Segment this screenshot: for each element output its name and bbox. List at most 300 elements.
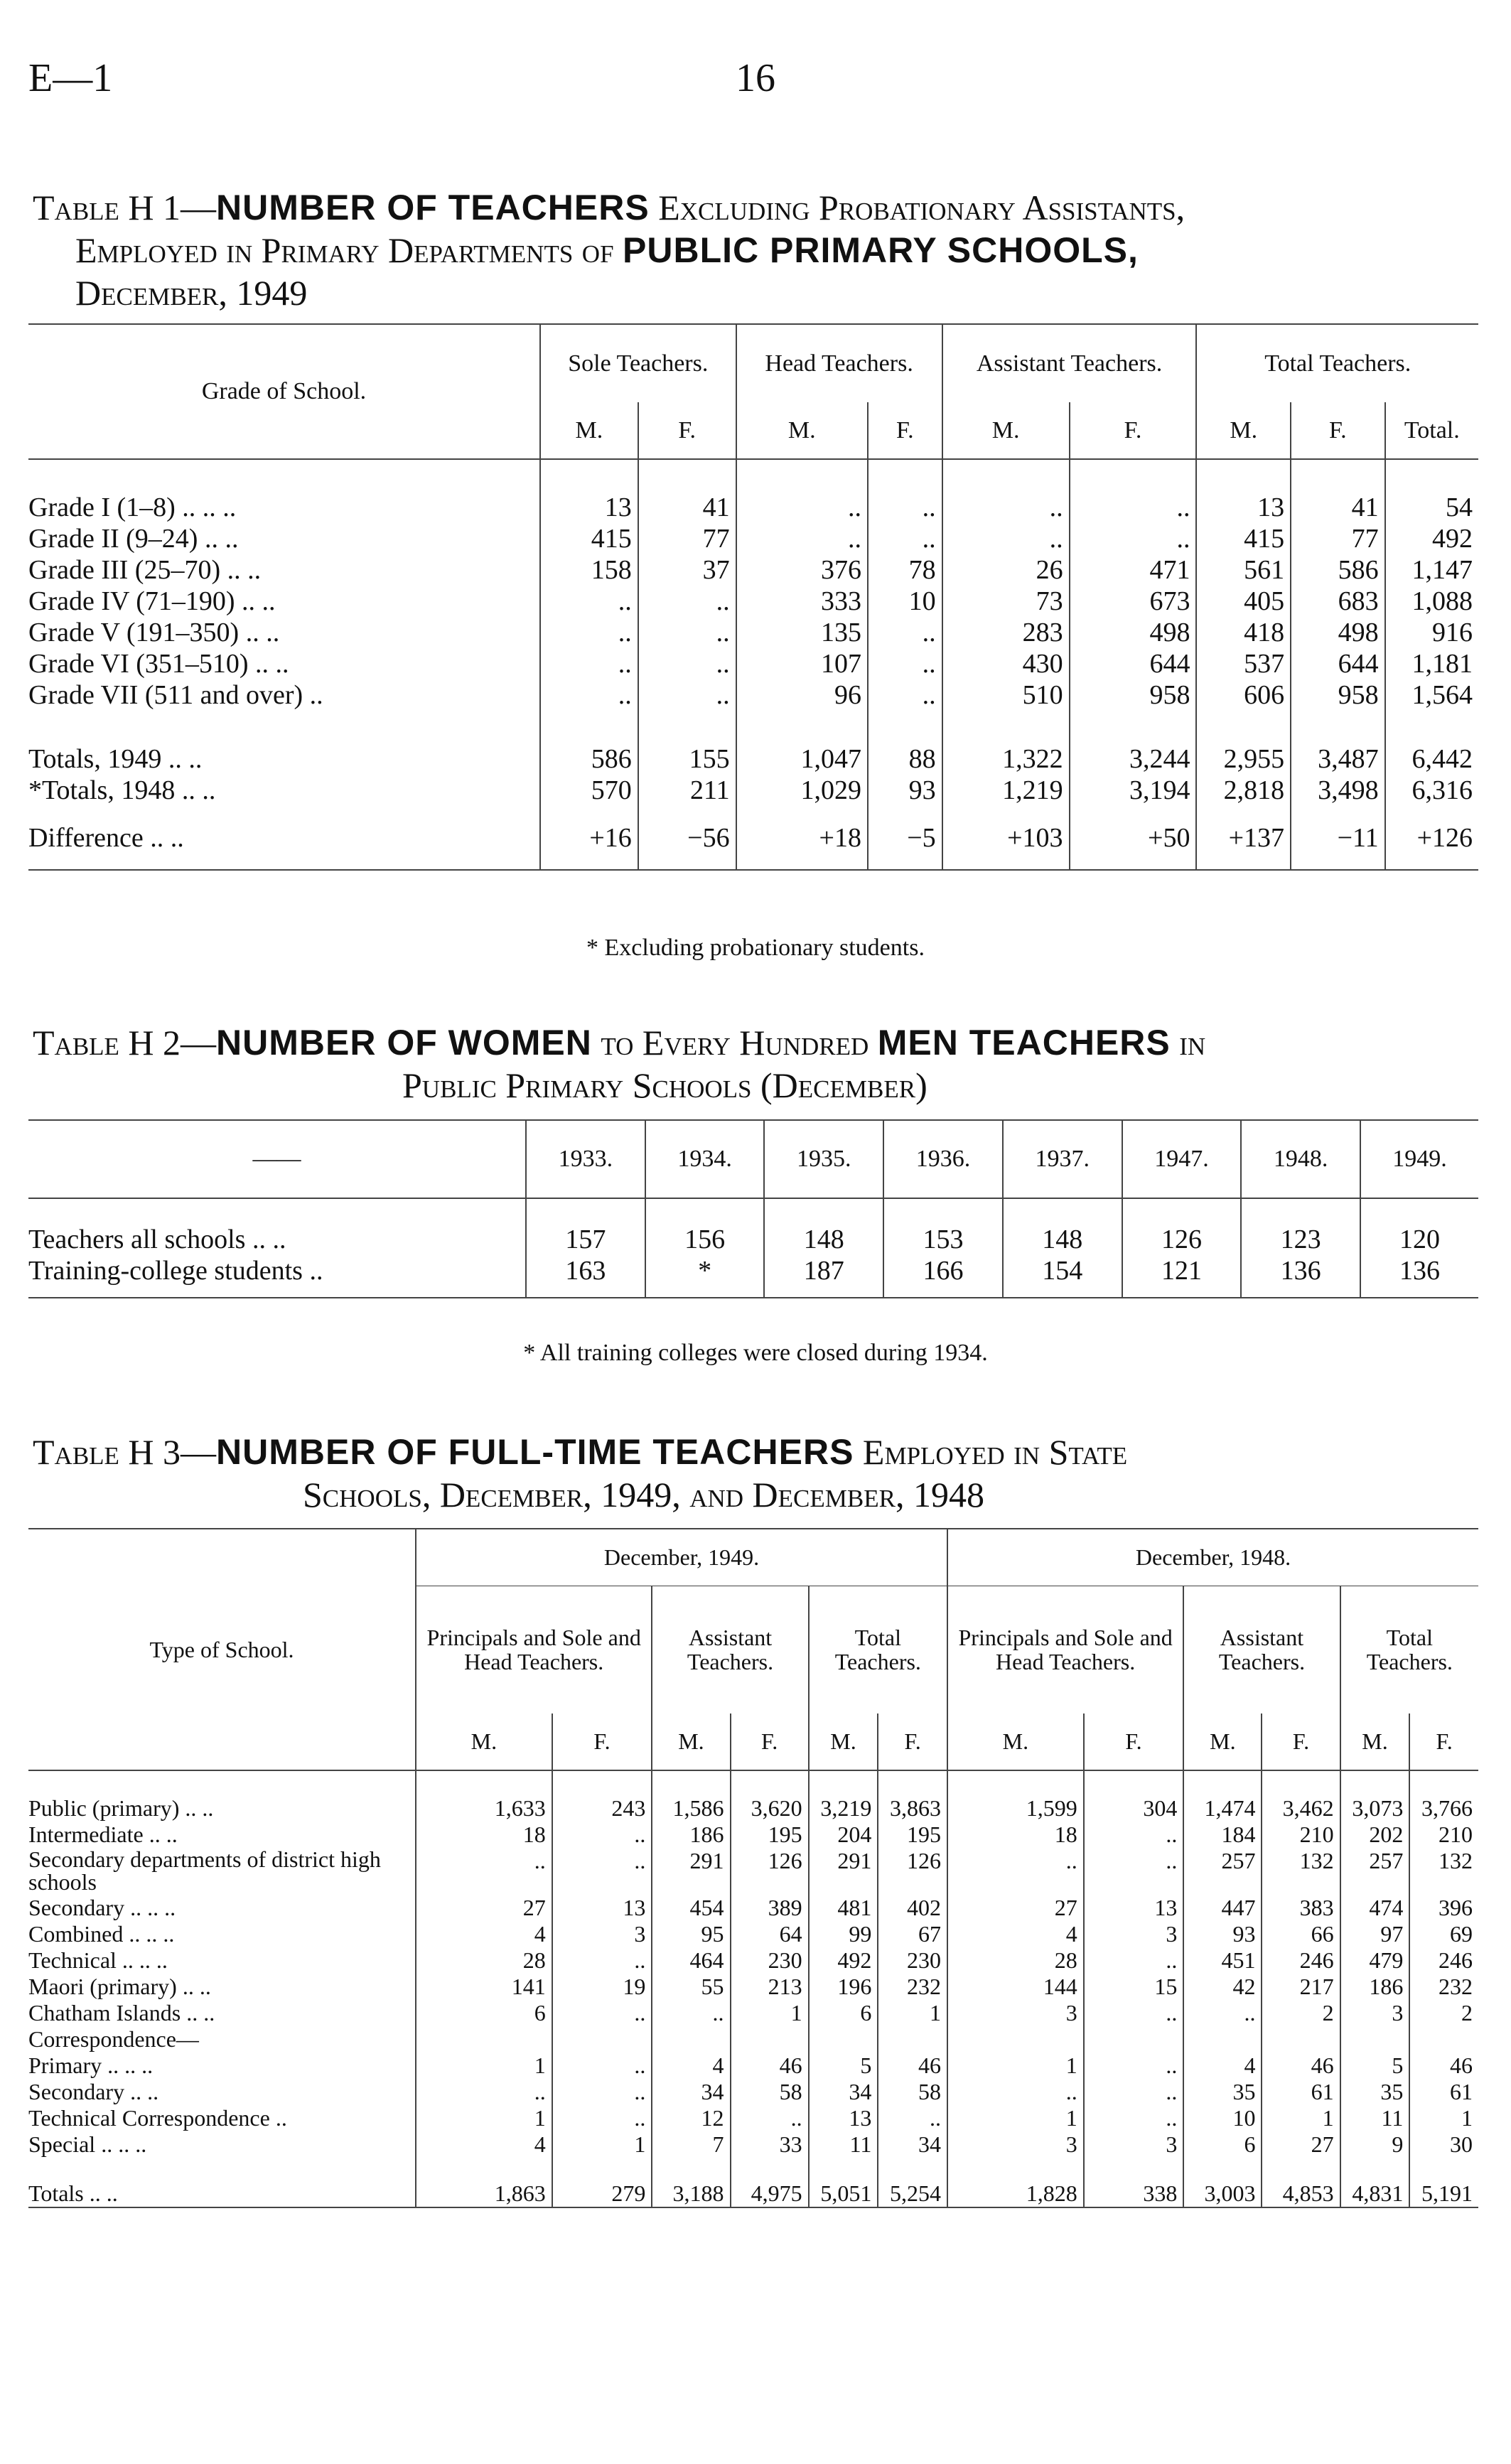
group-header: Assistant Teachers.: [652, 1586, 808, 1713]
table-row: [28, 1921, 1478, 1947]
cell-value: 27: [416, 1895, 552, 1921]
cell-value: 144: [947, 1974, 1084, 2000]
cell-value: 1,863: [416, 2158, 552, 2207]
cell-value: 77: [1291, 523, 1385, 554]
group-header: Total Teachers.: [1196, 324, 1478, 402]
cell-value: 107: [736, 648, 868, 679]
row-label: Grade IV (71–190) .. ..: [28, 586, 276, 616]
cell-value: −11: [1291, 806, 1385, 870]
sub-header: F.: [1084, 1713, 1184, 1770]
cell-value: 61: [1409, 2079, 1478, 2105]
cell-value: 1: [552, 2131, 652, 2158]
sub-header: F.: [638, 402, 736, 459]
cell-value: 26: [942, 554, 1070, 586]
cell-value: [731, 2026, 809, 2053]
table-row: [28, 2026, 1478, 2053]
cell-value: ..: [638, 679, 736, 711]
table-row: [28, 2105, 1478, 2131]
cell-value: 88: [868, 711, 942, 775]
cell-value: 5,051: [809, 2158, 878, 2207]
cell-value: ..: [947, 1848, 1084, 1895]
cell-value: 283: [942, 617, 1070, 648]
cell-value: ..: [540, 679, 638, 711]
table-row: [28, 1895, 1478, 1921]
sub-header: M.: [947, 1713, 1084, 1770]
cell-value: 2,818: [1196, 775, 1291, 806]
year-header: 1949.: [1360, 1120, 1478, 1198]
cell-value: ..: [868, 679, 942, 711]
cell-value: 211: [638, 775, 736, 806]
cell-value: 153: [883, 1198, 1003, 1255]
year-header: 1947.: [1122, 1120, 1242, 1198]
col-blank-header: ——: [252, 1146, 301, 1172]
table-row: [28, 2131, 1478, 2158]
cell-value: 54: [1385, 459, 1478, 523]
cell-value: 166: [883, 1255, 1003, 1298]
cell-value: 232: [1409, 1974, 1478, 2000]
cell-value: 69: [1409, 1921, 1478, 1947]
table-h2-footnote: * All training colleges were closed during 1934.: [523, 1340, 988, 1366]
table-h1: [28, 323, 1478, 871]
sub-header: F.: [731, 1713, 809, 1770]
cell-value: 5,254: [878, 2158, 947, 2207]
cell-value: 1,029: [736, 775, 868, 806]
row-label: Grade I (1–8) .. .. ..: [28, 493, 237, 522]
cell-value: ..: [638, 586, 736, 617]
row-label: Special .. .. ..: [28, 2131, 147, 2157]
cell-value: 1: [1262, 2105, 1340, 2131]
table-row: [28, 459, 1478, 523]
cell-value: 37: [638, 554, 736, 586]
col-grade-header: Grade of School.: [201, 378, 367, 404]
cell-value: ..: [552, 2000, 652, 2026]
cell-value: 28: [416, 1947, 552, 1974]
cell-value: ..: [878, 2105, 947, 2131]
cell-value: 95: [652, 1921, 730, 1947]
cell-value: 123: [1241, 1198, 1360, 1255]
cell-value: 570: [540, 775, 638, 806]
cell-value: 155: [638, 711, 736, 775]
cell-value: ..: [1084, 2053, 1184, 2079]
cell-value: 121: [1122, 1255, 1242, 1298]
cell-value: 184: [1183, 1822, 1262, 1848]
cell-value: ..: [868, 617, 942, 648]
cell-value: 2,955: [1196, 711, 1291, 775]
cell-value: 9: [1340, 2131, 1410, 2158]
year-header: 1935.: [764, 1120, 883, 1198]
row-label: *Totals, 1948 .. ..: [28, 775, 216, 805]
cell-value: 916: [1385, 617, 1478, 648]
table-row: [28, 1947, 1478, 1974]
row-label: Correspondence—: [28, 2026, 199, 2052]
row-label: Secondary departments of district high schools: [28, 1846, 381, 1895]
row-label: Grade VII (511 and over) ..: [28, 680, 323, 710]
cell-value: 12: [652, 2105, 730, 2131]
cell-value: 958: [1291, 679, 1385, 711]
cell-value: 481: [809, 1895, 878, 1921]
cell-value: 415: [1196, 523, 1291, 554]
year-header: 1936.: [883, 1120, 1003, 1198]
cell-value: 213: [731, 1974, 809, 2000]
cell-value: 291: [809, 1848, 878, 1895]
cell-value: 1: [947, 2053, 1084, 2079]
cell-value: 4,853: [1262, 2158, 1340, 2207]
cell-value: 4: [947, 1921, 1084, 1947]
cell-value: 1,322: [942, 711, 1070, 775]
cell-value: 644: [1291, 648, 1385, 679]
table-row: [28, 711, 1478, 775]
cell-value: 492: [809, 1947, 878, 1974]
cell-value: [1340, 2026, 1410, 2053]
table-row: [28, 806, 1478, 870]
cell-value: [947, 2026, 1084, 2053]
cell-value: 3,244: [1070, 711, 1197, 775]
cell-value: 3,498: [1291, 775, 1385, 806]
cell-value: +16: [540, 806, 638, 870]
cell-value: ..: [416, 2079, 552, 2105]
document-code: E—1: [28, 56, 113, 100]
cell-value: 333: [736, 586, 868, 617]
cell-value: +50: [1070, 806, 1197, 870]
cell-value: 58: [731, 2079, 809, 2105]
cell-value: 644: [1070, 648, 1197, 679]
group-header: Assistant Teachers.: [942, 324, 1197, 402]
cell-value: 148: [764, 1198, 883, 1255]
cell-value: 561: [1196, 554, 1291, 586]
table-row: [28, 1198, 1478, 1255]
cell-value: 196: [809, 1974, 878, 2000]
row-label: Totals, 1949 .. ..: [28, 744, 203, 774]
sub-header: M.: [1340, 1713, 1410, 1770]
cell-value: 3: [947, 2000, 1084, 2026]
cell-value: 6: [809, 2000, 878, 2026]
cell-value: 474: [1340, 1895, 1410, 1921]
table-h2-title: Table H 2—NUMBER OF WOMEN to Every Hundred MEN TEACHERS in Public Primary Schools (December): [33, 1023, 1206, 1105]
group-header: Assistant Teachers.: [1183, 1586, 1340, 1713]
cell-value: 126: [731, 1848, 809, 1895]
table-row: [28, 1822, 1478, 1848]
cell-value: 402: [878, 1895, 947, 1921]
sub-header: M.: [652, 1713, 730, 1770]
cell-value: 3: [947, 2131, 1084, 2158]
cell-value: 5: [1340, 2053, 1410, 2079]
cell-value: 13: [552, 1895, 652, 1921]
cell-value: ..: [736, 459, 868, 523]
cell-value: 1: [416, 2105, 552, 2131]
cell-value: 454: [652, 1895, 730, 1921]
cell-value: 148: [1003, 1198, 1122, 1255]
cell-value: 66: [1262, 1921, 1340, 1947]
cell-value: 4: [416, 2131, 552, 2158]
cell-value: 492: [1385, 523, 1478, 554]
cell-value: 230: [878, 1947, 947, 1974]
cell-value: 2: [1262, 2000, 1340, 2026]
cell-value: 18: [416, 1822, 552, 1848]
cell-value: 338: [1084, 2158, 1184, 2207]
cell-value: [1409, 2026, 1478, 2053]
cell-value: 7: [652, 2131, 730, 2158]
sub-header: M.: [416, 1713, 552, 1770]
cell-value: ..: [868, 648, 942, 679]
year-header: 1948.: [1241, 1120, 1360, 1198]
cell-value: 1: [1409, 2105, 1478, 2131]
cell-value: −56: [638, 806, 736, 870]
cell-value: [1183, 2026, 1262, 2053]
cell-value: 4,831: [1340, 2158, 1410, 2207]
cell-value: 958: [1070, 679, 1197, 711]
cell-value: ..: [552, 1822, 652, 1848]
cell-value: 3,003: [1183, 2158, 1262, 2207]
cell-value: 3,073: [1340, 1770, 1410, 1822]
cell-value: 210: [1409, 1822, 1478, 1848]
table-row: [28, 648, 1478, 679]
cell-value: 396: [1409, 1895, 1478, 1921]
table-row: [28, 775, 1478, 806]
cell-value: 210: [1262, 1822, 1340, 1848]
row-label: Secondary .. ..: [28, 2079, 159, 2104]
cell-value: ..: [1084, 2079, 1184, 2105]
table-row: [28, 2158, 1478, 2207]
table-row: [28, 1848, 1478, 1895]
cell-value: ..: [1084, 2000, 1184, 2026]
cell-value: 202: [1340, 1822, 1410, 1848]
table-h3: [28, 1528, 1478, 2208]
row-label: Grade VI (351–510) .. ..: [28, 649, 289, 679]
cell-value: ..: [638, 617, 736, 648]
cell-value: 447: [1183, 1895, 1262, 1921]
row-label: Chatham Islands .. ..: [28, 2000, 215, 2025]
cell-value: 97: [1340, 1921, 1410, 1947]
cell-value: 187: [764, 1255, 883, 1298]
sub-header: Total.: [1385, 402, 1478, 459]
cell-value: 1,828: [947, 2158, 1084, 2207]
sub-header: M.: [942, 402, 1070, 459]
cell-value: 30: [1409, 2131, 1478, 2158]
cell-value: 1,633: [416, 1770, 552, 1822]
cell-value: 132: [1409, 1848, 1478, 1895]
cell-value: 34: [878, 2131, 947, 2158]
cell-value: 93: [1183, 1921, 1262, 1947]
sub-header: F.: [1262, 1713, 1340, 1770]
cell-value: ..: [947, 2079, 1084, 2105]
cell-value: 163: [526, 1255, 645, 1298]
sub-header: F.: [552, 1713, 652, 1770]
cell-value: ..: [1084, 1848, 1184, 1895]
cell-value: 1: [947, 2105, 1084, 2131]
cell-value: 3,462: [1262, 1770, 1340, 1822]
cell-value: 451: [1183, 1947, 1262, 1974]
cell-value: 291: [652, 1848, 730, 1895]
cell-value: 93: [868, 775, 942, 806]
cell-value: 430: [942, 648, 1070, 679]
cell-value: 4,975: [731, 2158, 809, 2207]
cell-value: 304: [1084, 1770, 1184, 1822]
cell-value: ..: [552, 1848, 652, 1895]
cell-value: ..: [1070, 459, 1197, 523]
cell-value: 136: [1360, 1255, 1478, 1298]
cell-value: ..: [868, 523, 942, 554]
cell-value: 157: [526, 1198, 645, 1255]
group-header: Principals and Sole and Head Teachers.: [416, 1586, 652, 1713]
cell-value: 405: [1196, 586, 1291, 617]
table-row: [28, 554, 1478, 586]
cell-value: ..: [1084, 1822, 1184, 1848]
cell-value: 78: [868, 554, 942, 586]
cell-value: ..: [1084, 1947, 1184, 1974]
cell-value: 1,586: [652, 1770, 730, 1822]
cell-value: 41: [1291, 459, 1385, 523]
group-header: Principals and Sole and Head Teachers.: [947, 1586, 1183, 1713]
sub-header: M.: [1196, 402, 1291, 459]
cell-value: 35: [1183, 2079, 1262, 2105]
cell-value: 498: [1291, 617, 1385, 648]
cell-value: 61: [1262, 2079, 1340, 2105]
cell-value: ..: [868, 459, 942, 523]
cell-value: 3,487: [1291, 711, 1385, 775]
cell-value: 132: [1262, 1848, 1340, 1895]
cell-value: 1: [878, 2000, 947, 2026]
sub-header: F.: [878, 1713, 947, 1770]
table-row: [28, 2079, 1478, 2105]
cell-value: −5: [868, 806, 942, 870]
cell-value: 510: [942, 679, 1070, 711]
table-h2: [28, 1119, 1478, 1298]
row-label: Difference .. ..: [28, 822, 184, 853]
col-type-header: Type of School.: [149, 1636, 294, 1662]
cell-value: 1,181: [1385, 648, 1478, 679]
row-label: Technical Correspondence ..: [28, 2105, 287, 2131]
cell-value: 1,047: [736, 711, 868, 775]
cell-value: 28: [947, 1947, 1084, 1974]
sub-header: M.: [809, 1713, 878, 1770]
cell-value: 11: [1340, 2105, 1410, 2131]
cell-value: 126: [878, 1848, 947, 1895]
cell-value: 6: [1183, 2131, 1262, 2158]
cell-value: 3: [1084, 2131, 1184, 2158]
table-row: [28, 2053, 1478, 2079]
row-label: Primary .. .. ..: [28, 2053, 154, 2078]
cell-value: 186: [652, 1822, 730, 1848]
cell-value: 389: [731, 1895, 809, 1921]
row-label: Intermediate .. ..: [28, 1822, 178, 1847]
cell-value: 243: [552, 1770, 652, 1822]
cell-value: +103: [942, 806, 1070, 870]
cell-value: 232: [878, 1974, 947, 2000]
cell-value: 6,316: [1385, 775, 1478, 806]
table-row: [28, 679, 1478, 711]
cell-value: 418: [1196, 617, 1291, 648]
cell-value: *: [645, 1255, 765, 1298]
cell-value: 3,194: [1070, 775, 1197, 806]
cell-value: ..: [552, 2105, 652, 2131]
cell-value: 415: [540, 523, 638, 554]
row-label: Teachers all schools .. ..: [28, 1225, 286, 1254]
year-header: 1934.: [645, 1120, 765, 1198]
cell-value: [1262, 2026, 1340, 2053]
period-header: December, 1948.: [947, 1529, 1478, 1586]
row-label: Public (primary) .. ..: [28, 1795, 214, 1821]
cell-value: 471: [1070, 554, 1197, 586]
sub-header: F.: [1070, 402, 1197, 459]
cell-value: 464: [652, 1947, 730, 1974]
cell-value: 33: [731, 2131, 809, 2158]
cell-value: 64: [731, 1921, 809, 1947]
group-header: Head Teachers.: [736, 324, 942, 402]
cell-value: 3,863: [878, 1770, 947, 1822]
cell-value: ..: [1070, 523, 1197, 554]
cell-value: 3: [1084, 1921, 1184, 1947]
cell-value: 13: [540, 459, 638, 523]
sub-header: F.: [1409, 1713, 1478, 1770]
cell-value: [416, 2026, 552, 2053]
cell-value: 58: [878, 2079, 947, 2105]
cell-value: +126: [1385, 806, 1478, 870]
cell-value: 586: [540, 711, 638, 775]
cell-value: 120: [1360, 1198, 1478, 1255]
cell-value: ..: [540, 648, 638, 679]
cell-value: 4: [652, 2053, 730, 2079]
cell-value: 383: [1262, 1895, 1340, 1921]
cell-value: 586: [1291, 554, 1385, 586]
table-row: [28, 1974, 1478, 2000]
cell-value: ..: [638, 648, 736, 679]
cell-value: 498: [1070, 617, 1197, 648]
row-label: Secondary .. .. ..: [28, 1895, 176, 1920]
row-label: Training-college students ..: [28, 1256, 323, 1286]
table-h1-footnote: * Excluding probationary students.: [586, 935, 925, 961]
cell-value: 186: [1340, 1974, 1410, 2000]
cell-value: 1,219: [942, 775, 1070, 806]
cell-value: 136: [1241, 1255, 1360, 1298]
cell-value: ..: [731, 2105, 809, 2131]
row-label: Grade V (191–350) .. ..: [28, 618, 280, 647]
cell-value: [652, 2026, 730, 2053]
cell-value: ..: [552, 2079, 652, 2105]
cell-value: 195: [731, 1822, 809, 1848]
cell-value: 141: [416, 1974, 552, 2000]
cell-value: 5: [809, 2053, 878, 2079]
cell-value: 19: [552, 1974, 652, 2000]
cell-value: 34: [652, 2079, 730, 2105]
table-row: [28, 1770, 1478, 1822]
cell-value: ..: [942, 523, 1070, 554]
cell-value: 683: [1291, 586, 1385, 617]
cell-value: 5,191: [1409, 2158, 1478, 2207]
cell-value: 10: [868, 586, 942, 617]
cell-value: 10: [1183, 2105, 1262, 2131]
row-label: Combined .. .. ..: [28, 1921, 175, 1947]
cell-value: 3,620: [731, 1770, 809, 1822]
cell-value: 3,219: [809, 1770, 878, 1822]
sub-header: M.: [736, 402, 868, 459]
row-label: Totals .. ..: [28, 2180, 118, 2206]
cell-value: 606: [1196, 679, 1291, 711]
period-header: December, 1949.: [416, 1529, 947, 1586]
cell-value: +137: [1196, 806, 1291, 870]
cell-value: ..: [736, 523, 868, 554]
cell-value: 4: [1183, 2053, 1262, 2079]
cell-value: 41: [638, 459, 736, 523]
cell-value: [552, 2026, 652, 2053]
cell-value: 6,442: [1385, 711, 1478, 775]
table-row: [28, 586, 1478, 617]
cell-value: 3,188: [652, 2158, 730, 2207]
cell-value: ..: [1183, 2000, 1262, 2026]
cell-value: ..: [652, 2000, 730, 2026]
cell-value: [878, 2026, 947, 2053]
group-header: Total Teachers.: [1340, 1586, 1478, 1713]
cell-value: 3: [552, 1921, 652, 1947]
